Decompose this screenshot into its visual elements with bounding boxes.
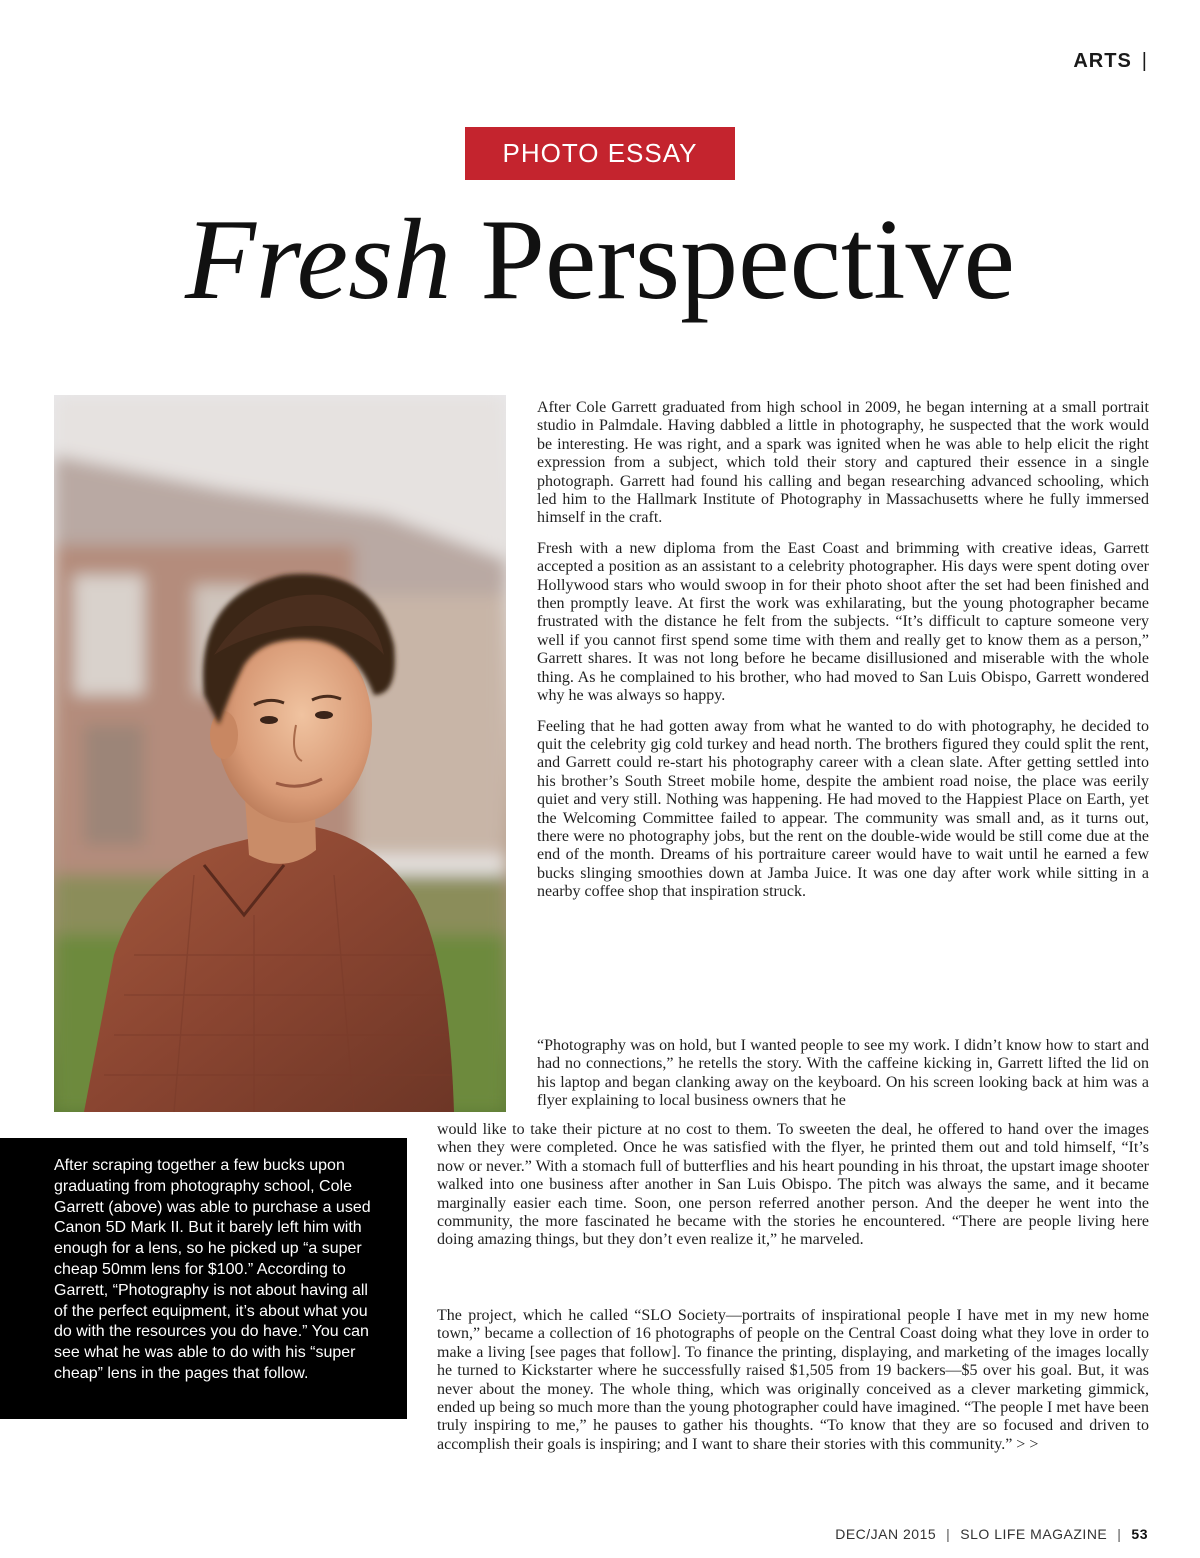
page-number: 53: [1131, 1526, 1148, 1542]
section-name: ARTS: [1073, 50, 1132, 72]
article-paragraph-5: The project, which he called “SLO Society—portraits of inspirational people I have met in my new home town,” became a collection of 16 photographs of people on the Central Coast doing what they love in order to make a living [see pages that follow]. To finance the printing, displaying, and marketing of the images locally he turned to Kickstarter where he successfully raised $1,505 from 19 backers—$5 over his goal. But, it was never about the money. The whole thing, which was originally conceived as a clever marketing gimmick, ended up being so much more than the young photographer could have imagined. “The people I met have been truly inspiring to me,” he pauses to gather his thoughts. “To know that they are so focused and driven to accomplish their goals is inspiring; and I want to share their stories with this community.” > >: [437, 1307, 1149, 1453]
headline-italic: Fresh: [184, 196, 452, 324]
page-footer: [835, 1526, 1148, 1542]
section-divider: |: [1141, 50, 1148, 72]
headline-roman: Perspective: [480, 196, 1015, 324]
article-paragraph-1: After Cole Garrett graduated from high school in 2009, he began interning at a small portrait studio in Palmdale. Having dabbled a little in photography, he suspected that the work would be interesting. He was right, and a spark was ignited when he was able to help elicit the right expression from a subject, which told their story and captured their essence in a single photograph. Garrett had found his calling and began researching advanced schooling, which led him to the Hallmark Institute of Photography in Massachusetts where he fully immersed himself in the craft.: [537, 399, 1149, 527]
headline: [0, 195, 1200, 325]
article-paragraph-4-cont: would like to take their picture at no cost to them. To sweeten the deal, he offered to hand over the images when they were completed. Once he was satisfied with the flyer, he printed them out and told himself, “It’s now or never.” With a stomach full of butterflies and his heart pounding in his throat, the upstart image shooter walked into one business after another in San Luis Obispo. The pitch was always the same, and it became marginally easier each time. Soon, one person referred another person. And the deeper he went into the community, the more fascinated he became with the stories he encountered. “There are people living here doing amazing things, but they don’t even realize it,” he marveled.: [437, 1121, 1149, 1249]
footer-issue: DEC/JAN 2015: [835, 1526, 937, 1542]
article-body: [537, 399, 1149, 914]
article-paragraph-4-start: “Photography was on hold, but I wanted people to see my work. I didn’t know how to start and had no connections,” he retells the story. With the caffeine kicking in, Garrett lifted the lid on his laptop and began clanking away on the keyboard. On his screen looking back at him was a flyer explaining to local business owners that he: [537, 1037, 1149, 1110]
photo-caption: After scraping together a few bucks upon graduating from photography school, Cole Garrett (above) was able to purchase a used Canon 5D Mark II. But it barely left him with enough for a lens, so he picked up “a super cheap 50mm lens for $100.” According to Garrett, “Photography is not about having all of the perfect equipment, it’s about what you do with the resources you do have.” You can see what he was able to do with his “super cheap” lens in the pages that follow.: [54, 1157, 371, 1382]
kicker-banner: PHOTO ESSAY: [465, 127, 735, 180]
portrait-photo: [54, 395, 506, 1112]
footer-sep-2: |: [1117, 1526, 1122, 1542]
article-paragraph-2: Fresh with a new diploma from the East Coast and brimming with creative ideas, Garrett accepted a position as an assistant to a celebrity photographer. His days were spent doting over Hollywood stars who would swoop in for their photo shoot after the set had been finished and then promptly leave. At first the work was exhilarating, but the young photographer became frustrated with the distance he felt from the subjects. “It’s difficult to capture someone very well if you cannot first spend some time with them and really get to know them as a person,” Garrett shares. It was not long before he became disillusioned and miserable with the whole thing. As he complained to his brother, who had moved to San Luis Obispo, Garrett wondered why he was always so happy.: [537, 539, 1149, 705]
portrait-illustration: [54, 395, 506, 1112]
article-paragraph-3: Feeling that he had gotten away from what he wanted to do with photography, he decided to quit the celebrity gig cold turkey and head north. The brothers figured they could split the rent, and Garrett could re-start his photography career with a clean slate. After getting settled into his brother’s South Street mobile home, despite the ambient road noise, the place was eerily quiet and very still. Nothing was happening. He had moved to the Happiest Place on Earth, yet the Welcoming Committee failed to appear. The community was small and, as it turns out, there were no photography jobs, but the rent on the double-wide would be still come due at the end of the month. Dreams of his portraiture career would have to wait until he earned a few bucks slinging smoothies down at Jamba Juice. It was one day after work while sitting in a nearby coffee shop that inspiration struck.: [537, 717, 1149, 901]
footer-magazine: SLO LIFE MAGAZINE: [960, 1526, 1108, 1542]
section-label: [1073, 50, 1148, 73]
footer-sep-1: |: [946, 1526, 951, 1542]
